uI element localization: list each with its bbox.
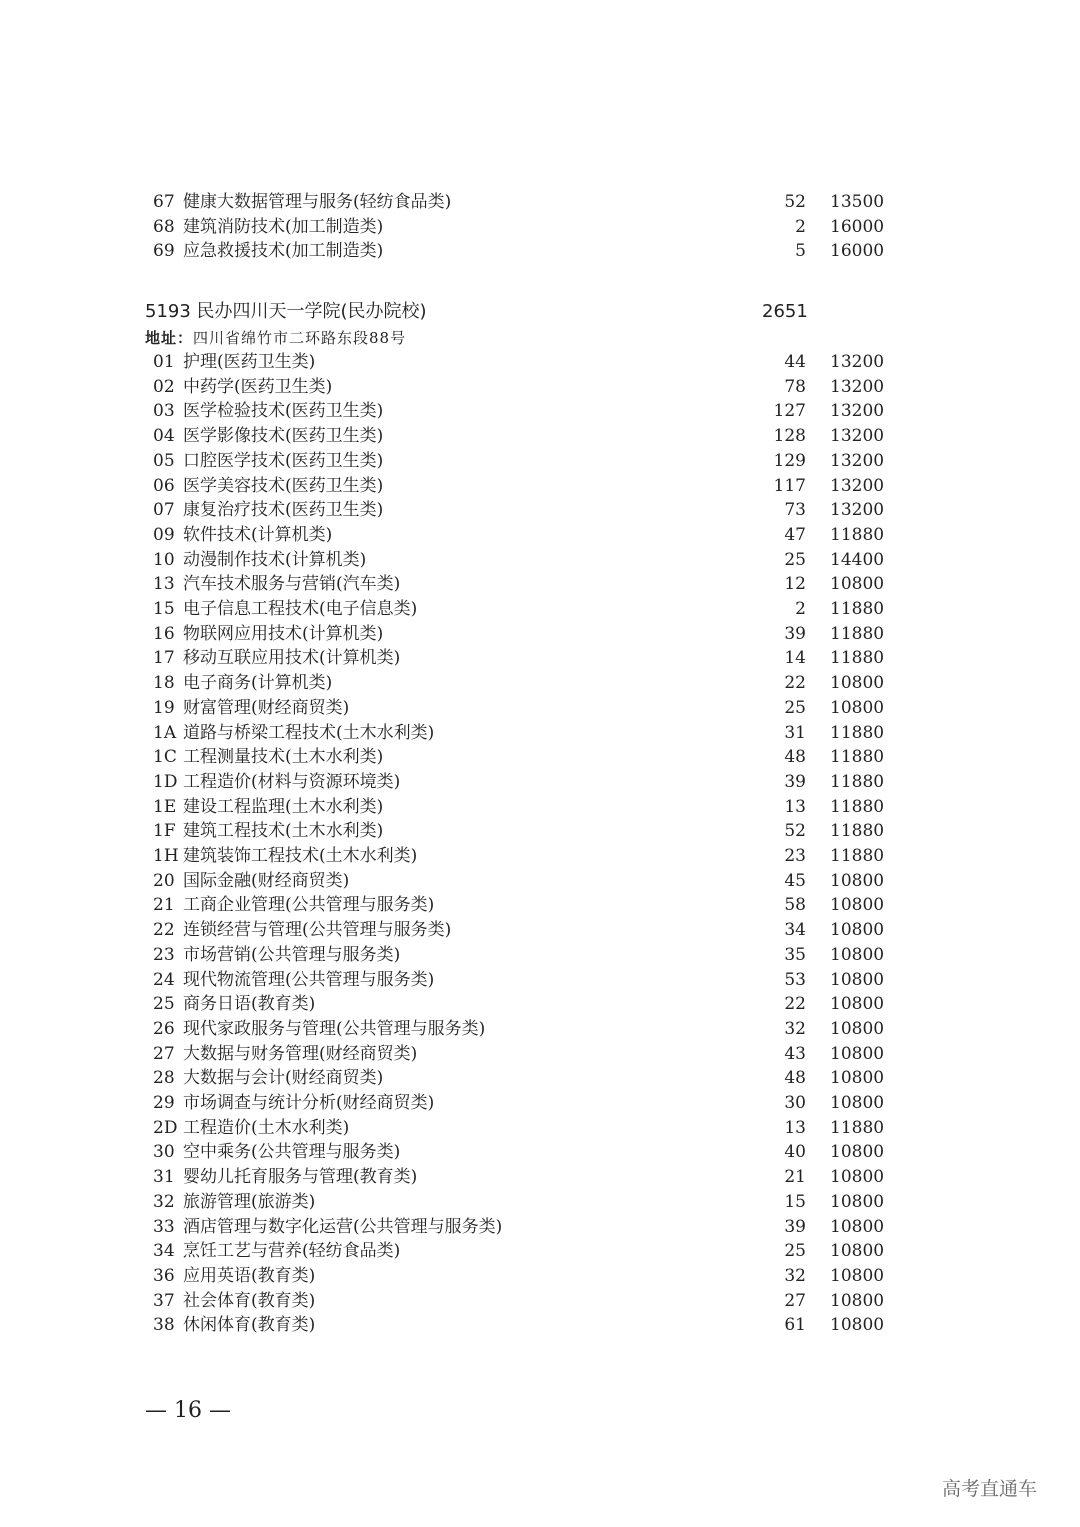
tuition-fee: 16000 — [830, 241, 885, 262]
major-code: 34 — [153, 1241, 175, 1262]
major-code: 02 — [153, 376, 175, 397]
address-text: 四川省绵竹市二环路东段88号 — [193, 329, 407, 347]
enrollment-count: 58 — [784, 895, 806, 916]
major-name: 市场营销(公共管理与服务类) — [183, 944, 401, 965]
enrollment-count: 31 — [784, 722, 806, 743]
major-code: 28 — [153, 1068, 175, 1089]
major-code: 1A — [153, 722, 177, 743]
tuition-fee: 10800 — [830, 1265, 885, 1286]
enrollment-count: 13 — [784, 796, 806, 817]
table-row — [0, 1264, 1080, 1288]
enrollment-count: 52 — [784, 821, 806, 842]
major-code: 25 — [153, 994, 175, 1015]
major-code: 20 — [153, 870, 175, 891]
table-row — [0, 1313, 1080, 1337]
tuition-fee: 10800 — [830, 944, 885, 965]
major-code: 36 — [153, 1265, 175, 1286]
tuition-fee: 10800 — [830, 1018, 885, 1039]
table-row — [0, 992, 1080, 1016]
table-row — [0, 424, 1080, 448]
major-code: 26 — [153, 1018, 175, 1039]
tuition-fee: 10800 — [830, 574, 885, 595]
table-row — [0, 869, 1080, 893]
tuition-fee: 14400 — [830, 549, 885, 570]
enrollment-count: 45 — [784, 870, 806, 891]
major-name: 建设工程监理(土木水利类) — [183, 796, 384, 817]
enrollment-count: 34 — [784, 920, 806, 941]
enrollment-count: 23 — [784, 846, 806, 866]
table-row — [0, 943, 1080, 967]
tuition-fee: 13200 — [830, 401, 885, 422]
enrollment-count: 2 — [795, 216, 806, 237]
table-row — [0, 1215, 1080, 1239]
major-code: 03 — [153, 401, 175, 422]
major-code: 01 — [153, 352, 175, 372]
major-name: 物联网应用技术(计算机类) — [183, 623, 384, 644]
major-name: 烹饪工艺与营养(轻纺食品类) — [183, 1241, 401, 1262]
major-name: 软件技术(计算机类) — [183, 524, 333, 545]
enrollment-count: 52 — [784, 192, 806, 212]
enrollment-count: 21 — [784, 1167, 806, 1188]
tuition-fee: 13200 — [830, 450, 885, 471]
tuition-fee: 13200 — [830, 376, 885, 397]
tuition-fee: 10800 — [830, 1191, 885, 1212]
major-code: 16 — [153, 623, 175, 644]
tuition-fee: 11880 — [830, 623, 885, 644]
tuition-fee: 10800 — [830, 920, 885, 941]
tuition-fee: 10800 — [830, 969, 885, 990]
tuition-fee: 13500 — [830, 192, 885, 212]
major-code: 29 — [153, 1093, 175, 1113]
enrollment-count: 48 — [784, 1068, 806, 1089]
tuition-fee: 10800 — [830, 1241, 885, 1262]
major-name: 康复治疗技术(医药卫生类) — [183, 500, 384, 521]
major-code: 09 — [153, 524, 175, 545]
major-code: 1D — [153, 771, 178, 792]
table-row — [0, 893, 1080, 917]
major-code: 05 — [153, 450, 175, 471]
table-row — [0, 622, 1080, 646]
enrollment-count: 27 — [784, 1290, 806, 1311]
tuition-fee: 10800 — [830, 994, 885, 1015]
table-row — [0, 548, 1080, 572]
table-row — [0, 375, 1080, 399]
enrollment-count: 78 — [784, 376, 806, 397]
major-code: 1F — [153, 821, 176, 842]
table-row — [0, 474, 1080, 498]
table-row — [0, 696, 1080, 720]
enrollment-count: 22 — [784, 673, 806, 694]
tuition-fee: 10800 — [830, 1315, 885, 1336]
tuition-fee: 11880 — [830, 846, 885, 866]
major-code: 27 — [153, 1043, 175, 1064]
enrollment-count: 39 — [784, 623, 806, 644]
major-name: 建筑消防技术(加工制造类) — [183, 216, 384, 237]
enrollment-count: 39 — [784, 771, 806, 792]
tuition-fee: 10800 — [830, 1167, 885, 1188]
major-name: 建筑工程技术(土木水利类) — [183, 821, 384, 842]
enrollment-count: 40 — [784, 1142, 806, 1163]
major-code: 30 — [153, 1142, 175, 1163]
table-row — [0, 795, 1080, 819]
tuition-fee: 10800 — [830, 673, 885, 694]
major-name: 移动互联应用技术(计算机类) — [183, 648, 401, 669]
tuition-fee: 11880 — [830, 722, 885, 743]
tuition-fee: 10800 — [830, 1093, 885, 1113]
table-row — [0, 671, 1080, 695]
enrollment-count: 129 — [773, 450, 806, 471]
major-name: 电子商务(计算机类) — [183, 673, 333, 694]
major-code: 33 — [153, 1216, 175, 1237]
major-name: 旅游管理(旅游类) — [183, 1191, 316, 1212]
table-row — [0, 1066, 1080, 1090]
enrollment-count: 13 — [784, 1117, 806, 1138]
tuition-fee: 10800 — [830, 1290, 885, 1311]
major-code: 37 — [153, 1290, 175, 1311]
tuition-fee: 11880 — [830, 747, 885, 768]
major-name: 连锁经营与管理(公共管理与服务类) — [183, 920, 452, 941]
tuition-fee: 10800 — [830, 1216, 885, 1237]
tuition-fee: 13200 — [830, 500, 885, 521]
major-name: 健康大数据管理与服务(轻纺食品类) — [183, 192, 452, 212]
tuition-fee: 13200 — [830, 352, 885, 372]
enrollment-count: 39 — [784, 1216, 806, 1237]
major-code: 19 — [153, 697, 175, 718]
tuition-fee: 11880 — [830, 1117, 885, 1138]
major-name: 商务日语(教育类) — [183, 994, 316, 1015]
major-code: 32 — [153, 1191, 175, 1212]
table-row — [0, 498, 1080, 522]
table-row — [0, 449, 1080, 473]
table-row — [0, 745, 1080, 769]
major-name: 空中乘务(公共管理与服务类) — [183, 1142, 401, 1163]
major-code: 15 — [153, 599, 175, 619]
table-row — [0, 1289, 1080, 1313]
table-row — [0, 844, 1080, 868]
major-name: 大数据与会计(财经商贸类) — [183, 1068, 384, 1089]
table-row — [0, 215, 1080, 239]
enrollment-count: 32 — [784, 1018, 806, 1039]
enrollment-count: 2 — [795, 599, 806, 619]
table-row — [0, 350, 1080, 374]
tuition-fee: 11880 — [830, 599, 885, 619]
major-name: 工程造价(材料与资源环境类) — [183, 771, 401, 792]
major-name: 建筑装饰工程技术(土木水利类) — [183, 846, 418, 866]
tuition-fee: 10800 — [830, 697, 885, 718]
school-address — [145, 326, 406, 350]
enrollment-count: 127 — [773, 401, 806, 422]
enrollment-count: 5 — [795, 241, 806, 262]
major-code: 07 — [153, 500, 175, 521]
enrollment-count: 43 — [784, 1043, 806, 1064]
tuition-fee: 11880 — [830, 821, 885, 842]
enrollment-count: 14 — [784, 648, 806, 669]
table-row — [0, 918, 1080, 942]
table-row — [0, 770, 1080, 794]
major-name: 国际金融(财经商贸类) — [183, 870, 350, 891]
tuition-fee: 11880 — [830, 771, 885, 792]
tuition-fee: 10800 — [830, 1043, 885, 1064]
major-code: 1H — [153, 846, 179, 866]
enrollment-count: 25 — [784, 549, 806, 570]
enrollment-count: 61 — [784, 1315, 806, 1336]
enrollment-count: 73 — [784, 500, 806, 521]
major-name: 大数据与财务管理(财经商贸类) — [183, 1043, 418, 1064]
major-name: 社会体育(教育类) — [183, 1290, 316, 1311]
enrollment-count: 128 — [773, 426, 806, 447]
enrollment-count: 25 — [784, 697, 806, 718]
enrollment-count: 53 — [784, 969, 806, 990]
table-row — [0, 968, 1080, 992]
major-code: 18 — [153, 673, 175, 694]
tuition-fee: 11880 — [830, 524, 885, 545]
major-code: 06 — [153, 475, 175, 496]
major-code: 2D — [153, 1117, 178, 1138]
major-code: 22 — [153, 920, 175, 941]
table-row — [0, 399, 1080, 423]
major-code: 69 — [153, 241, 175, 262]
enrollment-count: 30 — [784, 1093, 806, 1113]
enrollment-count: 44 — [784, 352, 806, 372]
tuition-fee: 13200 — [830, 426, 885, 447]
major-name: 市场调查与统计分析(财经商贸类) — [183, 1093, 435, 1113]
enrollment-count: 12 — [784, 574, 806, 595]
table-row — [0, 1042, 1080, 1066]
enrollment-count: 22 — [784, 994, 806, 1015]
tuition-fee: 10800 — [830, 895, 885, 916]
tuition-fee: 16000 — [830, 216, 885, 237]
enrollment-count: 47 — [784, 524, 806, 545]
major-code: 17 — [153, 648, 175, 669]
table-row — [0, 1116, 1080, 1140]
major-name: 工商企业管理(公共管理与服务类) — [183, 895, 435, 916]
major-code: 21 — [153, 895, 175, 916]
enrollment-count: 32 — [784, 1265, 806, 1286]
table-row — [0, 819, 1080, 843]
major-name: 电子信息工程技术(电子信息类) — [183, 599, 418, 619]
tuition-fee: 10800 — [830, 1068, 885, 1089]
major-code: 23 — [153, 944, 175, 965]
tuition-fee: 11880 — [830, 648, 885, 669]
major-name: 动漫制作技术(计算机类) — [183, 549, 367, 570]
enrollment-count: 117 — [773, 475, 806, 496]
tuition-fee: 10800 — [830, 870, 885, 891]
major-name: 应急救援技术(加工制造类) — [183, 241, 384, 262]
major-code: 38 — [153, 1315, 175, 1336]
major-name: 现代家政服务与管理(公共管理与服务类) — [183, 1018, 486, 1039]
table-row — [0, 1091, 1080, 1115]
table-row — [0, 190, 1080, 214]
table-row — [0, 239, 1080, 263]
table-row — [0, 721, 1080, 745]
tuition-fee: 10800 — [830, 1142, 885, 1163]
major-code: 31 — [153, 1167, 175, 1188]
tuition-fee: 13200 — [830, 475, 885, 496]
major-code: 13 — [153, 574, 175, 595]
major-code: 1E — [153, 796, 177, 817]
school-title: 5193 民办四川天一学院(民办院校) — [145, 301, 427, 322]
table-row — [0, 1140, 1080, 1164]
major-name: 财富管理(财经商贸类) — [183, 697, 350, 718]
major-name: 工程造价(土木水利类) — [183, 1117, 350, 1138]
table-row — [0, 1165, 1080, 1189]
major-name: 应用英语(教育类) — [183, 1265, 316, 1286]
major-name: 现代物流管理(公共管理与服务类) — [183, 969, 435, 990]
major-name: 医学美容技术(医药卫生类) — [183, 475, 384, 496]
page-number: — 16 — — [145, 1398, 231, 1423]
table-row — [0, 523, 1080, 547]
major-code: 67 — [153, 192, 175, 212]
school-total: 2651 — [762, 301, 808, 322]
major-code: 24 — [153, 969, 175, 990]
table-row — [0, 597, 1080, 621]
major-code: 10 — [153, 549, 175, 570]
enrollment-count: 25 — [784, 1241, 806, 1262]
major-code: 04 — [153, 426, 175, 447]
table-row — [0, 572, 1080, 596]
major-code: 68 — [153, 216, 175, 237]
major-name: 汽车技术服务与营销(汽车类) — [183, 574, 401, 595]
major-name: 口腔医学技术(医药卫生类) — [183, 450, 384, 471]
major-name: 道路与桥梁工程技术(土木水利类) — [183, 722, 435, 743]
major-name: 医学检验技术(医药卫生类) — [183, 401, 384, 422]
major-name: 婴幼儿托育服务与管理(教育类) — [183, 1167, 418, 1188]
table-row — [0, 1017, 1080, 1041]
enrollment-count: 35 — [784, 944, 806, 965]
major-name: 工程测量技术(土木水利类) — [183, 747, 384, 768]
watermark: 高考直通车 — [942, 1478, 1038, 1500]
major-name: 医学影像技术(医药卫生类) — [183, 426, 384, 447]
table-row — [0, 646, 1080, 670]
major-name: 酒店管理与数字化运营(公共管理与服务类) — [183, 1216, 503, 1237]
enrollment-count: 15 — [784, 1191, 806, 1212]
major-name: 休闲体育(教育类) — [183, 1315, 316, 1336]
major-name: 中药学(医药卫生类) — [183, 376, 333, 397]
table-row — [0, 1190, 1080, 1214]
major-code: 1C — [153, 747, 177, 768]
major-name: 护理(医药卫生类) — [183, 352, 316, 372]
table-row — [0, 1239, 1080, 1263]
address-label: 地址： — [145, 329, 194, 347]
tuition-fee: 11880 — [830, 796, 885, 817]
enrollment-count: 48 — [784, 747, 806, 768]
